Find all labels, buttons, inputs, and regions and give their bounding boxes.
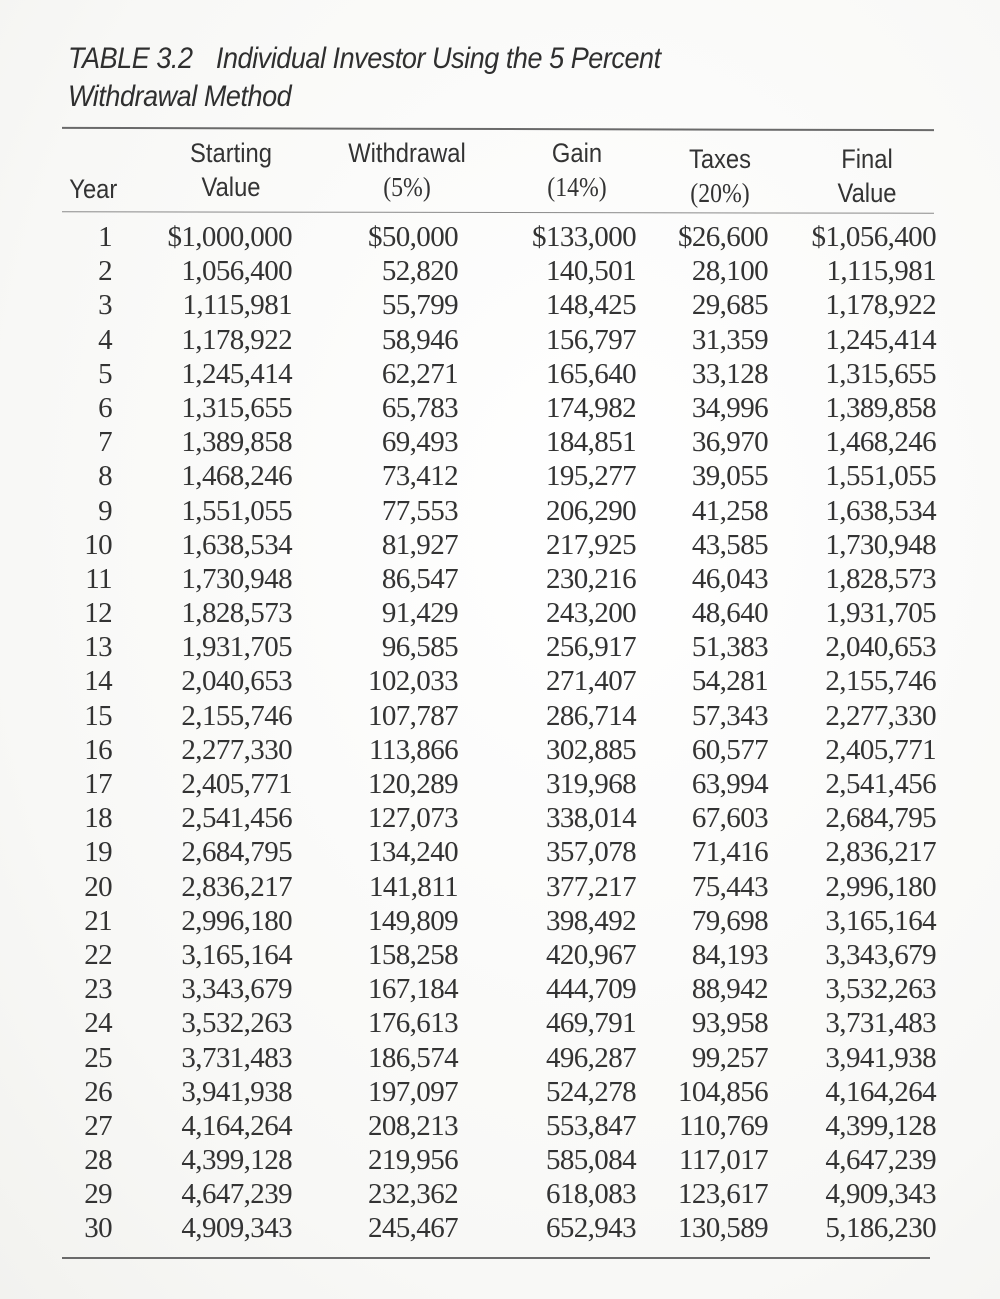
caption-line-2: Withdrawal Method (68, 80, 292, 113)
cell-withdrawal: 81,927 (381, 528, 458, 561)
cell-taxes: 29,685 (691, 289, 768, 322)
cell-withdrawal: 62,271 (381, 357, 458, 390)
header-divider (62, 211, 934, 214)
cell-taxes: 31,359 (691, 323, 768, 356)
cell-year: 9 (98, 494, 112, 527)
cell-year: 15 (84, 699, 112, 732)
cell-year: 3 (98, 289, 112, 322)
table-row (60, 288, 940, 322)
cell-gain: 469,791 (545, 1007, 636, 1040)
cell-starting-value: 3,165,164 (181, 938, 292, 971)
cell-taxes: 54,281 (691, 665, 768, 698)
cell-gain: 357,078 (545, 836, 636, 869)
cell-final-value: 4,647,239 (825, 1144, 936, 1177)
cell-withdrawal: 91,429 (381, 597, 458, 630)
cell-final-value: 1,468,246 (825, 426, 936, 459)
cell-withdrawal: 158,258 (367, 938, 458, 971)
cell-gain: 148,425 (545, 289, 636, 322)
cell-gain: 585,084 (545, 1144, 636, 1177)
cell-gain: 243,200 (545, 597, 636, 630)
table-row (60, 323, 940, 357)
cell-year: 2 (98, 255, 112, 288)
cell-starting-value: 2,155,746 (181, 699, 292, 732)
cell-taxes: 51,383 (691, 631, 768, 664)
cell-taxes: 110,769 (679, 1109, 768, 1142)
cell-starting-value: 4,399,128 (181, 1144, 292, 1177)
table-row (60, 596, 940, 630)
cell-final-value: 1,730,948 (825, 528, 936, 561)
cell-withdrawal: 219,956 (367, 1144, 458, 1177)
cell-withdrawal: 58,946 (381, 323, 458, 356)
cell-gain: 398,492 (545, 904, 636, 937)
cell-withdrawal: 149,809 (367, 904, 458, 937)
cell-year: 19 (84, 836, 112, 869)
cell-gain: 156,797 (545, 323, 636, 356)
cell-year: 22 (84, 938, 112, 971)
cell-final-value: 2,541,456 (825, 768, 936, 800)
table-row (60, 1075, 940, 1109)
cell-withdrawal: 141,811 (369, 870, 458, 903)
cell-starting-value: 1,315,655 (181, 391, 292, 424)
table-row (60, 733, 940, 767)
cell-final-value: 2,836,217 (825, 836, 936, 869)
table-row (60, 459, 940, 493)
cell-final-value: 2,996,180 (825, 870, 936, 903)
cell-final-value: 1,245,414 (825, 323, 936, 356)
cell-year: 26 (84, 1075, 112, 1108)
cell-gain: 553,847 (545, 1109, 636, 1142)
cell-taxes: 48,640 (691, 597, 768, 630)
cell-final-value: 1,551,055 (825, 460, 936, 493)
cell-withdrawal: 52,820 (381, 255, 458, 288)
cell-gain: 217,925 (545, 528, 636, 561)
cell-taxes: 88,942 (691, 973, 768, 1006)
cell-gain: 444,709 (545, 973, 636, 1006)
cell-final-value: 3,941,938 (825, 1041, 936, 1074)
header-gain: Gain (14%) (547, 138, 607, 202)
table-row (60, 1211, 940, 1245)
cell-gain: 174,982 (545, 391, 636, 424)
cell-taxes: 67,603 (691, 802, 768, 835)
cell-gain: 230,216 (545, 562, 636, 595)
cell-year: 23 (84, 973, 112, 1006)
cell-taxes: 63,994 (691, 768, 768, 800)
table-row (60, 938, 940, 972)
header-taxes: Taxes (20%) (688, 144, 752, 208)
cell-withdrawal: 232,362 (367, 1178, 458, 1211)
cell-withdrawal: $50,000 (367, 221, 458, 253)
cell-final-value: 4,399,128 (825, 1109, 936, 1142)
cell-withdrawal: 127,073 (367, 802, 458, 835)
cell-withdrawal: 245,467 (367, 1212, 458, 1245)
cell-taxes: 71,416 (691, 836, 768, 869)
cell-final-value: 3,731,483 (825, 1007, 936, 1040)
cell-final-value: 2,405,771 (825, 733, 936, 766)
table-row (60, 494, 940, 528)
cell-year: 24 (84, 1007, 112, 1040)
table-row (60, 528, 940, 562)
cell-final-value: 4,909,343 (825, 1178, 936, 1211)
cell-starting-value: 2,277,330 (181, 733, 292, 766)
cell-starting-value: 4,647,239 (181, 1178, 292, 1211)
cell-year: 21 (84, 904, 112, 937)
table-row (60, 767, 940, 801)
table-bottom-rule (62, 1257, 930, 1259)
cell-year: 4 (98, 323, 112, 356)
cell-taxes: 60,577 (691, 733, 768, 766)
cell-withdrawal: 65,783 (381, 391, 458, 424)
cell-year: 5 (98, 357, 112, 390)
cell-starting-value: 1,056,400 (181, 255, 292, 288)
table-top-rule (62, 127, 934, 131)
cell-taxes: 104,856 (677, 1075, 768, 1108)
header-withdrawal: Withdrawal (5%) (348, 138, 466, 202)
cell-starting-value: 1,551,055 (181, 494, 292, 527)
table-row (60, 801, 940, 835)
cell-starting-value: 3,941,938 (181, 1075, 292, 1108)
cell-starting-value: 1,389,858 (181, 426, 292, 459)
cell-withdrawal: 186,574 (367, 1041, 458, 1074)
cell-final-value: 1,828,573 (825, 562, 936, 595)
cell-withdrawal: 120,289 (367, 768, 458, 800)
table-row (60, 972, 940, 1006)
table-row (60, 1006, 940, 1040)
cell-starting-value: 2,684,795 (181, 836, 292, 869)
cell-withdrawal: 86,547 (381, 562, 458, 595)
cell-withdrawal: 197,097 (367, 1075, 458, 1108)
cell-taxes: 46,043 (691, 562, 768, 595)
cell-gain: 618,083 (545, 1178, 636, 1211)
cell-year: 7 (98, 426, 112, 459)
cell-year: 16 (84, 733, 112, 766)
cell-starting-value: $1,000,000 (167, 221, 292, 253)
cell-withdrawal: 55,799 (381, 289, 458, 322)
cell-final-value: 3,165,164 (825, 904, 936, 937)
cell-final-value: 1,638,534 (825, 494, 936, 527)
cell-final-value: $1,056,400 (811, 221, 936, 253)
cell-taxes: 84,193 (691, 938, 768, 971)
table-row (60, 699, 940, 733)
cell-taxes: 99,257 (691, 1041, 768, 1074)
cell-gain: 319,968 (545, 768, 636, 800)
table-body (60, 220, 940, 1246)
table-row (60, 220, 940, 254)
cell-gain: 184,851 (545, 426, 636, 459)
cell-year: 1 (98, 221, 112, 253)
cell-year: 10 (84, 528, 112, 561)
cell-starting-value: 4,164,264 (181, 1109, 292, 1142)
cell-gain: 377,217 (545, 870, 636, 903)
cell-taxes: 33,128 (691, 357, 768, 390)
cell-final-value: 1,115,981 (826, 255, 936, 288)
cell-year: 17 (84, 768, 112, 800)
cell-taxes: 130,589 (677, 1212, 768, 1245)
cell-starting-value: 1,178,922 (181, 323, 292, 356)
cell-year: 28 (84, 1144, 112, 1177)
table-row (60, 254, 940, 288)
cell-gain: 206,290 (545, 494, 636, 527)
cell-starting-value: 1,730,948 (181, 562, 292, 595)
cell-starting-value: 1,245,414 (181, 357, 292, 390)
cell-year: 12 (84, 597, 112, 630)
cell-gain: 338,014 (545, 802, 636, 835)
cell-year: 13 (84, 631, 112, 664)
cell-starting-value: 4,909,343 (181, 1212, 292, 1245)
table-caption (68, 40, 661, 116)
table-row (60, 391, 940, 425)
cell-taxes: 93,958 (691, 1007, 768, 1040)
cell-gain: 256,917 (545, 631, 636, 664)
cell-taxes: 34,996 (691, 391, 768, 424)
cell-year: 8 (98, 460, 112, 493)
cell-final-value: 1,931,705 (825, 597, 936, 630)
cell-final-value: 1,389,858 (825, 391, 936, 424)
cell-withdrawal: 102,033 (367, 665, 458, 698)
table-row (60, 1177, 940, 1211)
cell-year: 25 (84, 1041, 112, 1074)
cell-gain: 496,287 (545, 1041, 636, 1074)
cell-withdrawal: 69,493 (381, 426, 458, 459)
table-row (60, 425, 940, 459)
cell-withdrawal: 77,553 (381, 494, 458, 527)
cell-gain: $133,000 (532, 221, 636, 253)
cell-taxes: 39,055 (691, 460, 768, 493)
cell-year: 30 (84, 1212, 112, 1245)
cell-final-value: 1,315,655 (825, 357, 936, 390)
cell-gain: 140,501 (545, 255, 636, 288)
cell-withdrawal: 73,412 (381, 460, 458, 493)
cell-starting-value: 1,638,534 (181, 528, 292, 561)
cell-gain: 286,714 (545, 699, 636, 732)
table-header (60, 136, 940, 212)
table-row (60, 562, 940, 596)
cell-final-value: 3,532,263 (825, 973, 936, 1006)
cell-gain: 524,278 (545, 1075, 636, 1108)
cell-starting-value: 1,828,573 (181, 597, 292, 630)
cell-gain: 652,943 (545, 1212, 636, 1245)
cell-final-value: 1,178,922 (825, 289, 936, 322)
header-starting-value: Starting Value (190, 138, 272, 202)
cell-taxes: 75,443 (691, 870, 768, 903)
cell-taxes: 28,100 (691, 255, 768, 288)
cell-final-value: 2,684,795 (825, 802, 936, 835)
cell-year: 6 (98, 391, 112, 424)
table-label: TABLE 3.2 (68, 42, 193, 75)
cell-withdrawal: 176,613 (367, 1007, 458, 1040)
cell-starting-value: 3,731,483 (181, 1041, 292, 1074)
table-row (60, 357, 940, 391)
cell-taxes: 123,617 (677, 1178, 768, 1211)
table-row (60, 1109, 940, 1143)
table-row (60, 904, 940, 938)
cell-taxes: 36,970 (691, 426, 768, 459)
cell-starting-value: 2,541,456 (181, 802, 292, 835)
cell-withdrawal: 167,184 (367, 973, 458, 1006)
cell-starting-value: 2,405,771 (181, 768, 292, 800)
cell-final-value: 2,277,330 (825, 699, 936, 732)
cell-final-value: 2,155,746 (825, 665, 936, 698)
caption-line-1 (68, 40, 661, 78)
cell-withdrawal: 113,866 (369, 733, 458, 766)
cell-final-value: 3,343,679 (825, 938, 936, 971)
cell-gain: 165,640 (545, 357, 636, 390)
cell-taxes: 117,017 (679, 1144, 768, 1177)
cell-starting-value: 2,836,217 (181, 870, 292, 903)
cell-withdrawal: 96,585 (381, 631, 458, 664)
cell-final-value: 2,040,653 (825, 631, 936, 664)
cell-taxes: 41,258 (691, 494, 768, 527)
cell-year: 27 (84, 1109, 112, 1142)
header-final-value: Final Value (837, 144, 897, 208)
header-year: Year (69, 174, 118, 204)
table-row (60, 835, 940, 869)
cell-taxes: $26,600 (677, 221, 768, 253)
cell-year: 14 (84, 665, 112, 698)
cell-starting-value: 1,931,705 (181, 631, 292, 664)
table-row (60, 664, 940, 698)
table-row (60, 870, 940, 904)
cell-starting-value: 3,532,263 (181, 1007, 292, 1040)
cell-starting-value: 3,343,679 (181, 973, 292, 1006)
cell-withdrawal: 208,213 (367, 1109, 458, 1142)
table-row (60, 1143, 940, 1177)
cell-year: 29 (84, 1178, 112, 1211)
cell-gain: 195,277 (545, 460, 636, 493)
cell-gain: 420,967 (545, 938, 636, 971)
cell-starting-value: 2,996,180 (181, 904, 292, 937)
table-row (60, 1041, 940, 1075)
table-row (60, 630, 940, 664)
cell-taxes: 57,343 (691, 699, 768, 732)
cell-gain: 271,407 (545, 665, 636, 698)
cell-starting-value: 1,468,246 (181, 460, 292, 493)
cell-taxes: 43,585 (691, 528, 768, 561)
cell-final-value: 4,164,264 (825, 1075, 936, 1108)
cell-taxes: 79,698 (691, 904, 768, 937)
cell-final-value: 5,186,230 (825, 1212, 936, 1245)
cell-withdrawal: 134,240 (367, 836, 458, 869)
cell-year: 20 (84, 870, 112, 903)
cell-starting-value: 1,115,981 (182, 289, 292, 322)
cell-starting-value: 2,040,653 (181, 665, 292, 698)
table-title: Individual Investor Using the 5 Percent (215, 42, 661, 75)
cell-gain: 302,885 (545, 733, 636, 766)
cell-withdrawal: 107,787 (367, 699, 458, 732)
cell-year: 18 (84, 802, 112, 835)
cell-year: 11 (85, 562, 112, 595)
